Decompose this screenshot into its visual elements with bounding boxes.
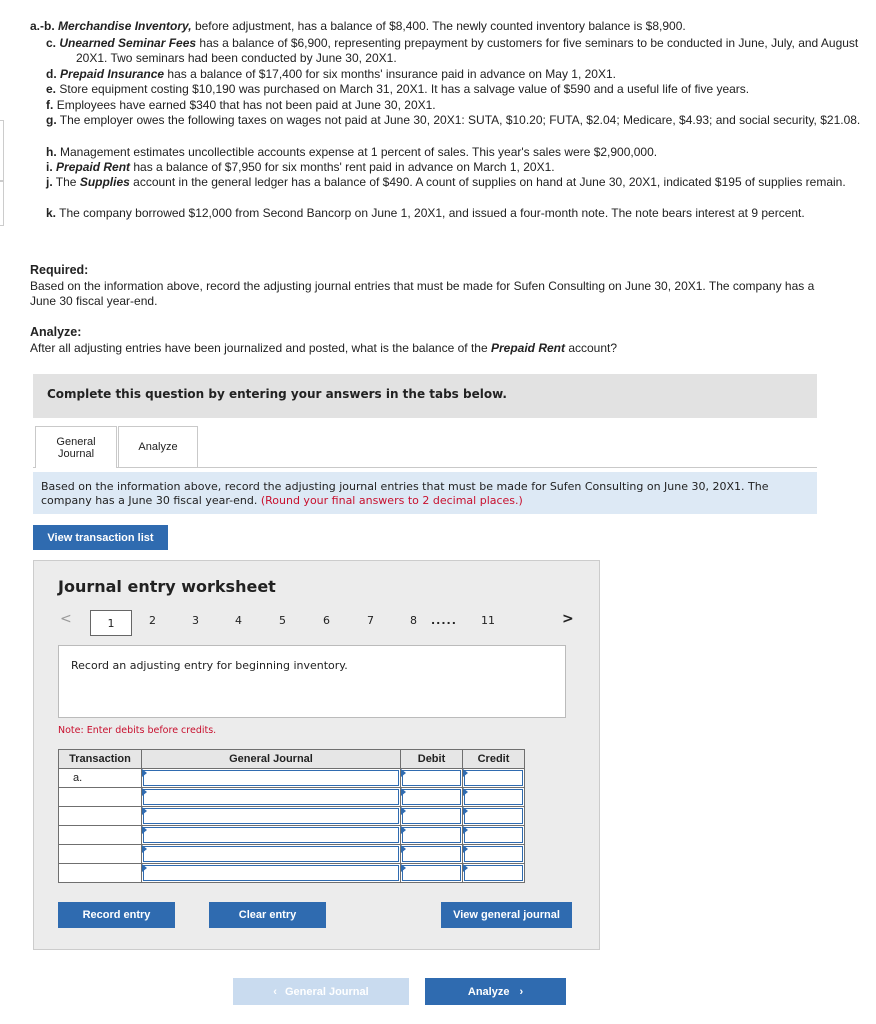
problem-item — [46, 113, 876, 128]
credit-input[interactable] — [463, 788, 525, 807]
credit-input-box[interactable] — [464, 808, 523, 824]
item-text: The — [55, 175, 80, 189]
debit-input[interactable] — [401, 864, 463, 883]
credit-input-box[interactable] — [464, 770, 523, 786]
item-letter: d. — [46, 67, 57, 81]
tab-general-journal[interactable]: General Journal — [35, 426, 117, 468]
account-input[interactable] — [142, 788, 401, 807]
item-letter: h. — [46, 145, 57, 159]
debit-input-box[interactable] — [402, 770, 461, 786]
credit-input-box[interactable] — [464, 865, 523, 881]
journal-row — [59, 826, 525, 845]
page-6[interactable]: 6 — [323, 614, 330, 627]
left-edge-tab — [0, 120, 4, 182]
page-5[interactable]: 5 — [279, 614, 286, 627]
cell-marker-icon — [401, 788, 406, 796]
credit-input[interactable] — [463, 864, 525, 883]
info-bar — [33, 472, 817, 514]
journal-row — [59, 769, 525, 788]
item-letter: i. — [46, 160, 53, 174]
analyze-heading: Analyze: — [30, 325, 82, 339]
journal-header-row — [59, 750, 525, 769]
worksheet-title: Journal entry worksheet — [58, 577, 276, 596]
next-tab-button[interactable]: Analyze › — [425, 978, 566, 1005]
view-general-journal-button[interactable]: View general journal — [441, 902, 572, 928]
item-text: has a balance of $17,400 for six months' insurance paid in advance on May 1, 20X1. — [164, 67, 616, 81]
credit-input-box[interactable] — [464, 827, 523, 843]
account-input-box[interactable] — [143, 827, 399, 843]
cell-marker-icon — [463, 769, 468, 777]
tab-analyze[interactable]: Analyze — [118, 426, 198, 468]
item-text: The company borrowed $12,000 from Second Bancorp on June 1, 20X1, and issued a four-month note. The note bears interest at 9 percent. — [59, 206, 805, 220]
problem-item — [46, 175, 876, 190]
item-letter: f. — [46, 98, 54, 112]
account-input[interactable] — [142, 845, 401, 864]
cell-marker-icon — [142, 826, 147, 834]
item-letter: j. — [46, 175, 53, 189]
tab-divider — [33, 467, 817, 468]
item-letter: k. — [46, 206, 57, 220]
debit-input[interactable] — [401, 807, 463, 826]
cell-marker-icon — [142, 769, 147, 777]
account-input-box[interactable] — [143, 846, 399, 862]
analyze-text: After all adjusting entries have been journalized and posted, what is the balance of the Prepaid Rent account? — [30, 341, 618, 355]
instruction-bar — [33, 374, 817, 418]
account-name: Supplies — [79, 175, 130, 189]
problem-item — [30, 19, 860, 34]
debit-input-box[interactable] — [402, 808, 461, 824]
cell-marker-icon — [142, 845, 147, 853]
journal-row — [59, 864, 525, 883]
page-11[interactable]: 11 — [481, 614, 495, 627]
required-heading: Required: — [30, 263, 89, 277]
problem-item — [46, 67, 876, 82]
chevron-right-icon: › — [519, 985, 524, 998]
transaction-cell: a. — [59, 769, 142, 788]
item-letter: c. — [46, 36, 57, 50]
header-debit: Debit — [401, 750, 463, 769]
info-text: Based on the information above, record the adjusting journal entries that must be made for Sufen Consulting on June 30, 20X1. The company has a June 30 fiscal year-end. (Round your final answers to 2 decimal places.) — [41, 480, 769, 507]
credit-input-box[interactable] — [464, 789, 523, 805]
account-name: Merchandise Inventory, — [58, 19, 192, 33]
cell-marker-icon — [463, 826, 468, 834]
item-letter: a.-b. — [30, 19, 55, 33]
record-entry-button[interactable]: Record entry — [58, 902, 175, 928]
journal-row — [59, 845, 525, 864]
instruction-text: Complete this question by entering your answers in the tabs below. — [47, 387, 507, 401]
credit-input[interactable] — [463, 826, 525, 845]
credit-input-box[interactable] — [464, 846, 523, 862]
account-input-box[interactable] — [143, 770, 399, 786]
account-input[interactable] — [142, 807, 401, 826]
cell-marker-icon — [463, 864, 468, 872]
item-text: has a balance of $6,900, representing prepayment by customers for five seminars to be conducted in June, July, and August 20X1. Two seminars had been conducted by June 30, 20X1. — [76, 36, 859, 65]
transaction-cell — [59, 788, 142, 807]
item-text: before adjustment, has a balance of $8,400. The newly counted inventory balance is $8,900. — [191, 19, 686, 33]
debit-input[interactable] — [401, 845, 463, 864]
debit-input-box[interactable] — [402, 846, 461, 862]
page-8[interactable]: 8 — [410, 614, 417, 627]
account-name: Prepaid Rent — [56, 160, 131, 174]
view-transaction-list-button[interactable]: View transaction list — [33, 525, 168, 550]
journal-entry-worksheet — [33, 560, 600, 950]
credit-input[interactable] — [463, 845, 525, 864]
debit-input-box[interactable] — [402, 865, 461, 881]
page-ellipsis: ..... — [431, 614, 457, 627]
account-input[interactable] — [142, 826, 401, 845]
cell-marker-icon — [463, 807, 468, 815]
credit-input[interactable] — [463, 769, 525, 788]
page-1[interactable]: 1 — [90, 610, 132, 636]
account-input-box[interactable] — [143, 808, 399, 824]
debit-input-box[interactable] — [402, 827, 461, 843]
prompt-text: Record an adjusting entry for beginning inventory. — [71, 659, 348, 672]
account-name: Unearned Seminar Fees — [59, 36, 197, 50]
required-text: Based on the information above, record the adjusting journal entries that must be made for Sufen Consulting on June 30, 20X1. The company has a June 30 fiscal year-end. — [30, 279, 815, 308]
item-text: Store equipment costing $10,190 was purchased on March 31, 20X1. It has a salvage value of $590 and a useful life of five years. — [59, 82, 750, 96]
problem-item — [46, 36, 876, 66]
cell-marker-icon — [401, 864, 406, 872]
cell-marker-icon — [142, 864, 147, 872]
debit-input-box[interactable] — [402, 789, 461, 805]
next-page-icon[interactable]: > — [562, 611, 574, 627]
debit-input[interactable] — [401, 769, 463, 788]
cell-marker-icon — [401, 845, 406, 853]
page-4[interactable]: 4 — [235, 614, 242, 627]
prev-tab-button[interactable]: ‹ General Journal — [233, 978, 409, 1005]
item-text: The employer owes the following taxes on wages not paid at June 30, 20X1: SUTA, $10.20; FUTA, $2.04; Medicare, $4.93; and social security, $21.08. — [59, 113, 861, 127]
page-3[interactable]: 3 — [192, 614, 199, 627]
transaction-cell — [59, 845, 142, 864]
problem-item — [46, 160, 876, 175]
account-input[interactable] — [142, 864, 401, 883]
account-input[interactable] — [142, 769, 401, 788]
header-general-journal: General Journal — [142, 750, 401, 769]
left-edge-tab — [0, 180, 4, 226]
journal-row — [59, 788, 525, 807]
transaction-cell — [59, 864, 142, 883]
item-text: Employees have earned $340 that has not been paid at June 30, 20X1. — [56, 98, 436, 112]
cell-marker-icon — [401, 769, 406, 777]
item-text: account in the general ledger has a balance of $490. A count of supplies on hand at June 30, 20X1, indicated $195 of supplies remain. — [129, 175, 846, 189]
cell-marker-icon — [401, 826, 406, 834]
account-input-box[interactable] — [143, 789, 399, 805]
item-letter: g. — [46, 113, 57, 127]
problem-item — [46, 98, 876, 113]
problem-item — [46, 145, 876, 160]
item-letter: e. — [46, 82, 57, 96]
journal-table — [58, 749, 525, 883]
item-text: Management estimates uncollectible accounts expense at 1 percent of sales. This year's sales were $2,900,000. — [60, 145, 658, 159]
clear-entry-button[interactable]: Clear entry — [209, 902, 326, 928]
cell-marker-icon — [142, 807, 147, 815]
journal-row — [59, 807, 525, 826]
transaction-cell — [59, 807, 142, 826]
header-transaction: Transaction — [59, 750, 142, 769]
cell-marker-icon — [463, 788, 468, 796]
cell-marker-icon — [463, 845, 468, 853]
cell-marker-icon — [142, 788, 147, 796]
credit-input[interactable] — [463, 807, 525, 826]
problem-item — [46, 206, 876, 221]
prompt-box — [58, 645, 566, 718]
transaction-cell — [59, 826, 142, 845]
header-credit: Credit — [463, 750, 525, 769]
page-2[interactable]: 2 — [149, 614, 156, 627]
page-7[interactable]: 7 — [367, 614, 374, 627]
debits-note: Note: Enter debits before credits. — [58, 725, 217, 736]
account-name: Prepaid Insurance — [60, 67, 165, 81]
chevron-left-icon: ‹ — [273, 985, 277, 998]
prev-page-icon[interactable]: < — [60, 611, 72, 627]
debit-input[interactable] — [401, 826, 463, 845]
item-text: has a balance of $7,950 for six months' rent paid in advance on March 1, 20X1. — [130, 160, 555, 174]
account-input-box[interactable] — [143, 865, 399, 881]
problem-item — [46, 82, 876, 97]
debit-input[interactable] — [401, 788, 463, 807]
cell-marker-icon — [401, 807, 406, 815]
